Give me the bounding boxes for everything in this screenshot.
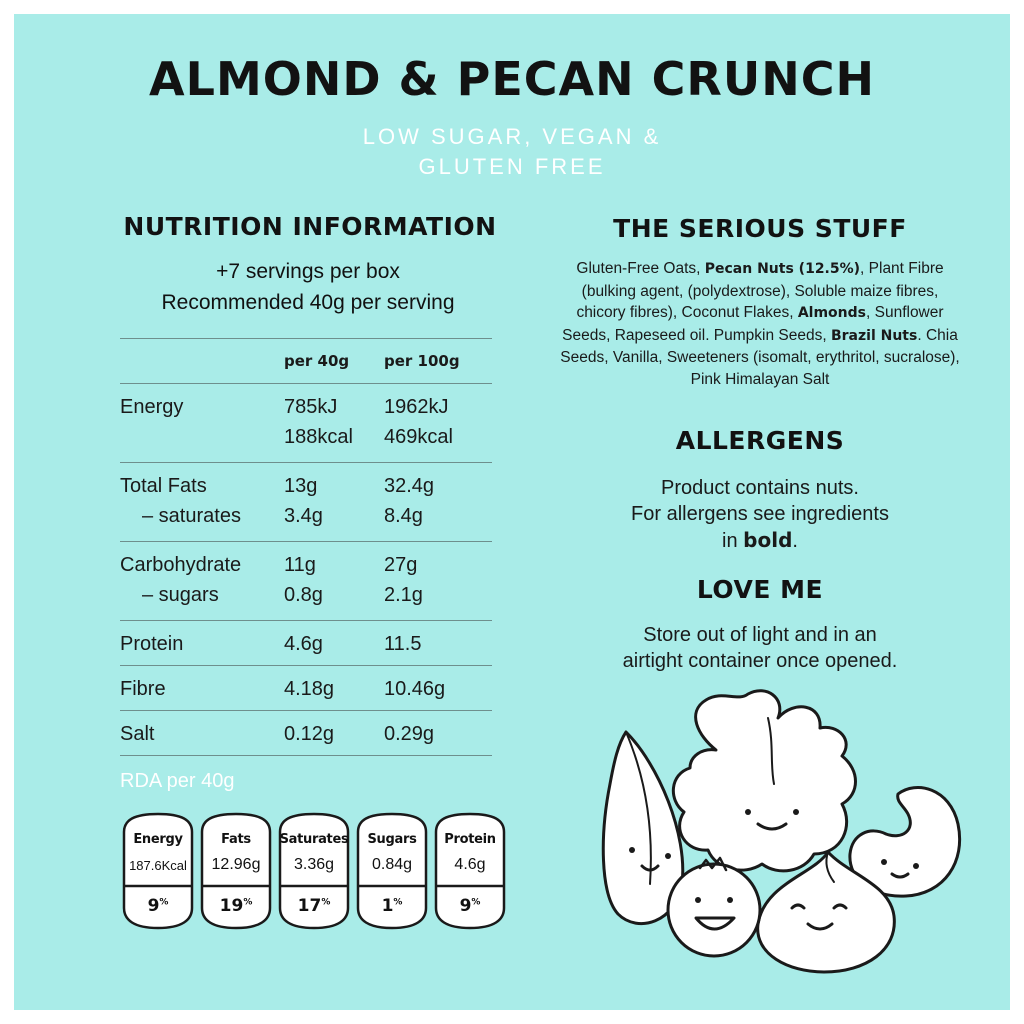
- product-subtitle: [312, 122, 712, 182]
- nutrition-row: [120, 463, 492, 542]
- cell-value: Fibre: [120, 678, 166, 700]
- rda-badge-saturates: [274, 812, 354, 930]
- love-me-heading: LOVE ME: [696, 575, 824, 604]
- cell-value: 11.5: [384, 633, 422, 655]
- rda-percent: [352, 896, 432, 916]
- table-cell: [384, 463, 492, 542]
- rda-badge-energy: [118, 812, 198, 930]
- allergens-line: [560, 527, 960, 554]
- cell-value: 2.1g: [384, 584, 423, 606]
- subtitle-line: LOW SUGAR, VEGAN &: [362, 124, 662, 149]
- rda-percent-value: 1: [381, 896, 394, 916]
- cell-value: 0.8g: [284, 584, 323, 606]
- table-cell: [120, 542, 284, 621]
- cell-value: 32.4g: [384, 475, 435, 497]
- table-cell: [384, 711, 492, 756]
- cell-value: 188kcal: [284, 426, 353, 448]
- ingredients-part: Gluten-Free Oats,: [576, 260, 705, 277]
- rda-amount: 187.6Kcal: [129, 858, 187, 873]
- percent-sign: %: [321, 897, 331, 908]
- rda-amount: 3.36g: [293, 856, 335, 873]
- allergen-brazil: Brazil Nuts: [830, 327, 918, 344]
- nutrition-row: [120, 384, 492, 463]
- table-cell: [284, 542, 384, 621]
- cell-value: 785kJ: [284, 396, 338, 418]
- cell-value: – sugars: [142, 584, 219, 606]
- table-cell: [384, 542, 492, 621]
- cell-value: Carbohydrate: [120, 554, 242, 576]
- table-cell: [284, 384, 384, 463]
- allergens-heading: ALLERGENS: [675, 426, 845, 455]
- storage-line: airtight container once opened.: [622, 650, 898, 672]
- rda-nutrient-name: Energy: [133, 832, 183, 847]
- rda-badge-sugars: [352, 812, 432, 930]
- storage-line: Store out of light and in an: [643, 624, 877, 646]
- recommended-text: Recommended 40g per serving: [161, 291, 455, 314]
- header-per-100g: per 100g: [384, 339, 492, 384]
- percent-sign: %: [471, 897, 481, 908]
- pecan-character: [673, 691, 855, 871]
- allergen-almonds: Almonds: [797, 305, 866, 321]
- table-cell: [120, 463, 284, 542]
- nutrition-heading: NUTRITION INFORMATION: [123, 212, 497, 241]
- ingredients-part: , Plant Fibre (bulking agent, (polydextrose), Soluble maize fibres, chicory fibres), Coconut Flakes,: [576, 260, 944, 321]
- cell-value: Protein: [120, 633, 184, 655]
- nutrition-row: [120, 621, 492, 666]
- servings-text: +7 servings per box: [216, 260, 400, 283]
- rda-percent-value: 17: [297, 896, 322, 916]
- cell-value: 27g: [384, 554, 418, 576]
- rda-percent-value: 19: [219, 896, 244, 916]
- rda-amount: 4.6g: [454, 856, 486, 873]
- table-cell: [284, 666, 384, 711]
- rda-badge-fats: [196, 812, 276, 930]
- rda-percent: [118, 896, 198, 916]
- storage-text: [560, 622, 960, 674]
- ingredients-part: , Sunflower Seeds, Rapeseed oil. Pumpkin Seeds,: [562, 304, 944, 344]
- nut-characters-illustration: [598, 684, 968, 974]
- rda-badge-protein: [430, 812, 510, 930]
- nutrition-row: [120, 666, 492, 711]
- allergens-line: For allergens see ingredients: [631, 503, 889, 525]
- table-cell: [120, 621, 284, 666]
- cell-value: Energy: [120, 396, 184, 418]
- serious-stuff-heading: THE SERIOUS STUFF: [613, 214, 907, 243]
- table-cell: [384, 621, 492, 666]
- rda-label: RDA per 40g: [120, 770, 235, 792]
- ingredients-text: [560, 258, 960, 390]
- bold-word: bold: [743, 528, 793, 552]
- table-cell: [120, 384, 284, 463]
- table-cell: [120, 711, 284, 756]
- header-per-40g: per 40g: [284, 339, 384, 384]
- cell-value: 13g: [284, 475, 318, 497]
- allergens-line-part: in: [722, 530, 744, 552]
- rda-amount: 0.84g: [371, 856, 413, 873]
- cell-value: – saturates: [142, 505, 241, 527]
- nutrition-row: [120, 711, 492, 756]
- subtitle-line: GLUTEN FREE: [418, 154, 606, 179]
- cell-value: 4.18g: [284, 678, 335, 700]
- cell-value: Total Fats: [120, 475, 207, 497]
- table-cell: [284, 621, 384, 666]
- table-cell: [384, 384, 492, 463]
- ingredients-part: . Chia Seeds, Vanilla, Sweeteners (isomalt, erythritol, sucralose), Pink Himalayan Salt: [560, 326, 960, 388]
- table-cell: [284, 463, 384, 542]
- allergens-line-part: .: [792, 530, 798, 552]
- nutrition-row: [120, 542, 492, 621]
- cell-value: 4.6g: [284, 633, 323, 655]
- rda-nutrient-name: Saturates: [279, 832, 349, 847]
- percent-sign: %: [243, 897, 253, 908]
- percent-sign: %: [393, 897, 403, 908]
- percent-sign: %: [159, 897, 169, 908]
- cell-value: Salt: [120, 723, 155, 745]
- cell-value: 11g: [284, 554, 316, 576]
- rda-percent: [196, 896, 276, 916]
- rda-nutrient-name: Protein: [444, 832, 496, 847]
- table-cell: [384, 666, 492, 711]
- cell-value: 0.12g: [284, 723, 335, 745]
- rda-nutrient-name: Fats: [221, 832, 251, 847]
- cell-value: 469kcal: [384, 426, 453, 448]
- table-header-row: [120, 339, 492, 384]
- cell-value: 0.29g: [384, 723, 435, 745]
- nutrition-table: [120, 338, 492, 756]
- cell-value: 1962kJ: [384, 396, 449, 418]
- rda-nutrient-name: Sugars: [367, 832, 417, 847]
- allergen-pecan: Pecan Nuts (12.5%): [704, 261, 861, 277]
- header-blank: [120, 339, 284, 384]
- rda-percent: [430, 896, 510, 916]
- cell-value: 10.46g: [384, 678, 446, 700]
- rda-percent: [274, 896, 354, 916]
- allergens-text: [560, 475, 960, 554]
- product-title: ALMOND & PECAN CRUNCH: [149, 52, 875, 106]
- rda-percent-value: 9: [147, 896, 160, 916]
- table-cell: [284, 711, 384, 756]
- allergens-line: Product contains nuts.: [661, 477, 859, 499]
- cell-value: 8.4g: [384, 505, 423, 527]
- cell-value: 3.4g: [284, 505, 323, 527]
- servings-info: [108, 256, 508, 318]
- rda-percent-value: 9: [459, 896, 472, 916]
- table-cell: [120, 666, 284, 711]
- rda-amount: 12.96g: [211, 856, 261, 873]
